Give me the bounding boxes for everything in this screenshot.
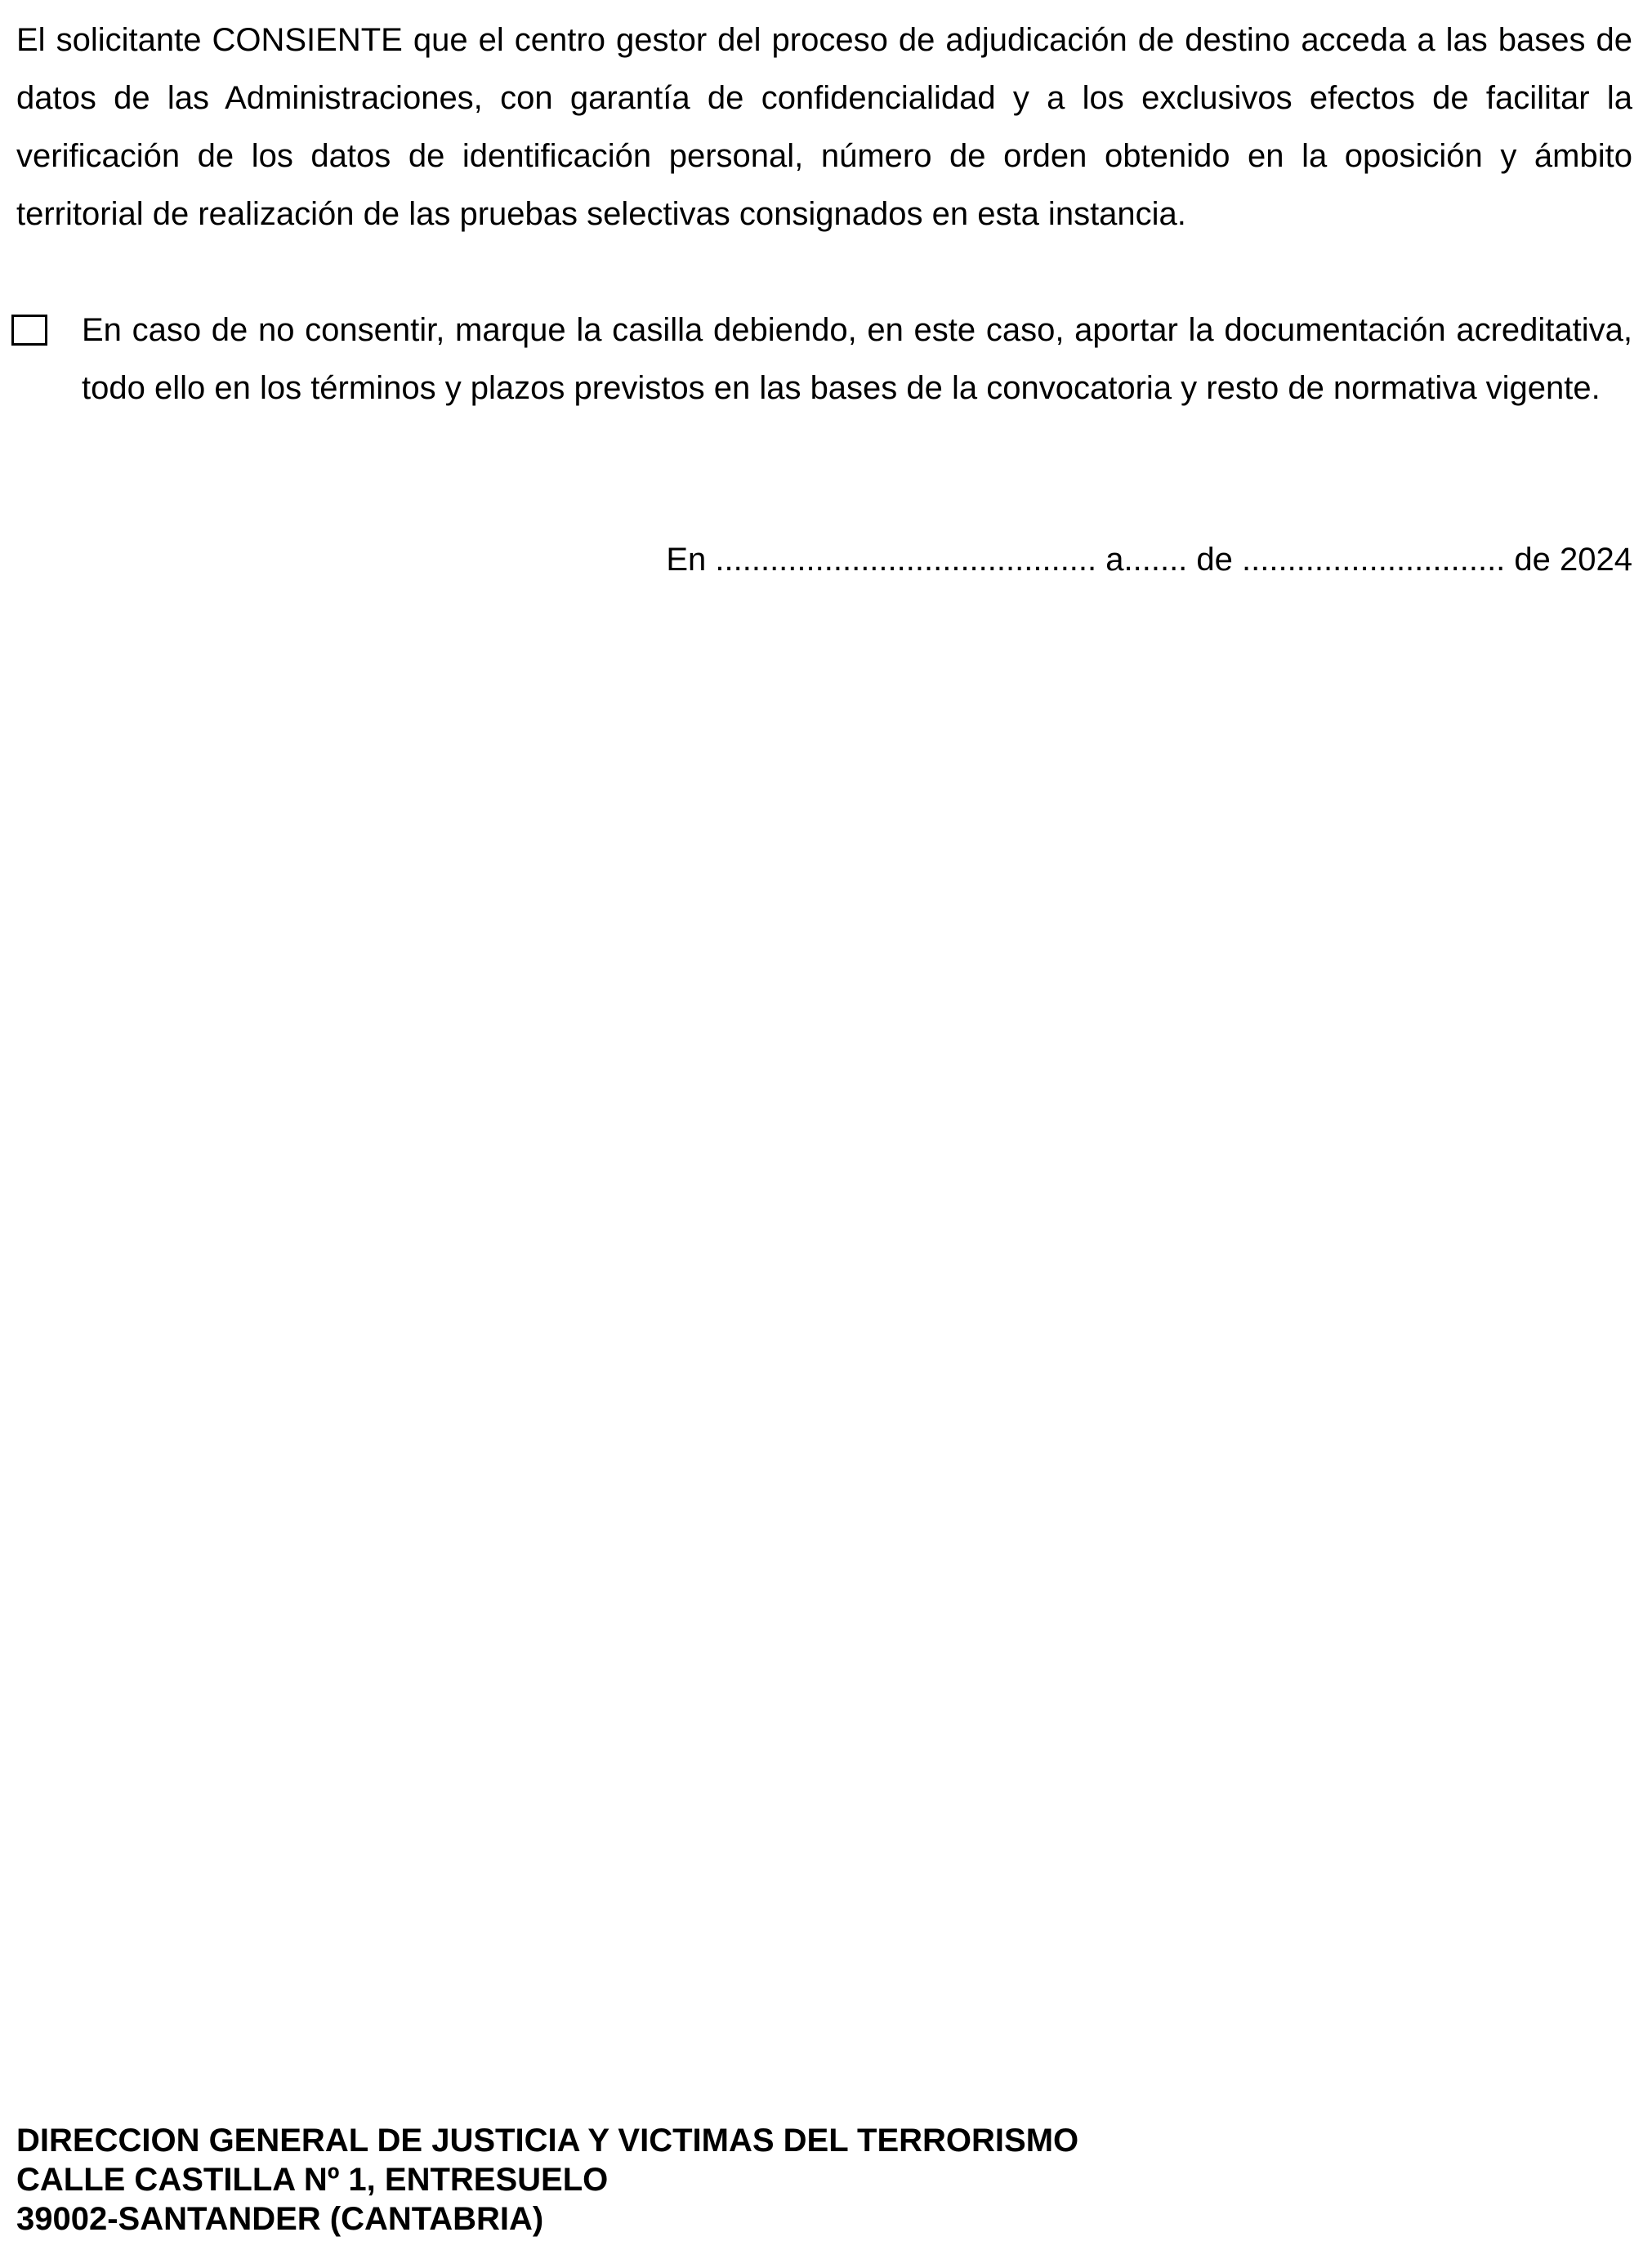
consent-paragraph: El solicitante CONSIENTE que el centro gestor del proceso de adjudicación de destino acceda a las bases de datos de las Administraciones, con garantía de confidencialidad y a los exclusivos efectos de facilitar la verificación de los datos de identificación personal, número de orden obtenido en la oposición y ámbito territorial de realización de las pruebas selectivas consignados en esta instancia. — [16, 22, 1632, 232]
address-line-department: DIRECCION GENERAL DE JUSTICIA Y VICTIMAS DEL TERRORISMO — [16, 2123, 1079, 2159]
address-line-city: 39002-SANTANDER (CANTABRIA) — [16, 2201, 544, 2237]
non-consent-checkbox[interactable] — [11, 315, 47, 346]
place-date-line: En .......................................... a....... de ............................. de 2024 — [666, 542, 1632, 578]
address-line-street: CALLE CASTILLA Nº 1, ENTRESUELO — [16, 2162, 609, 2198]
non-consent-label: En caso de no consentir, marque la casilla debiendo, en este caso, aportar la documentación acreditativa, todo ello en los términos y plazos previstos en las bases de la convocatoria y resto de normativa vigente. — [82, 312, 1632, 406]
recipient-address — [16, 2121, 1078, 2239]
